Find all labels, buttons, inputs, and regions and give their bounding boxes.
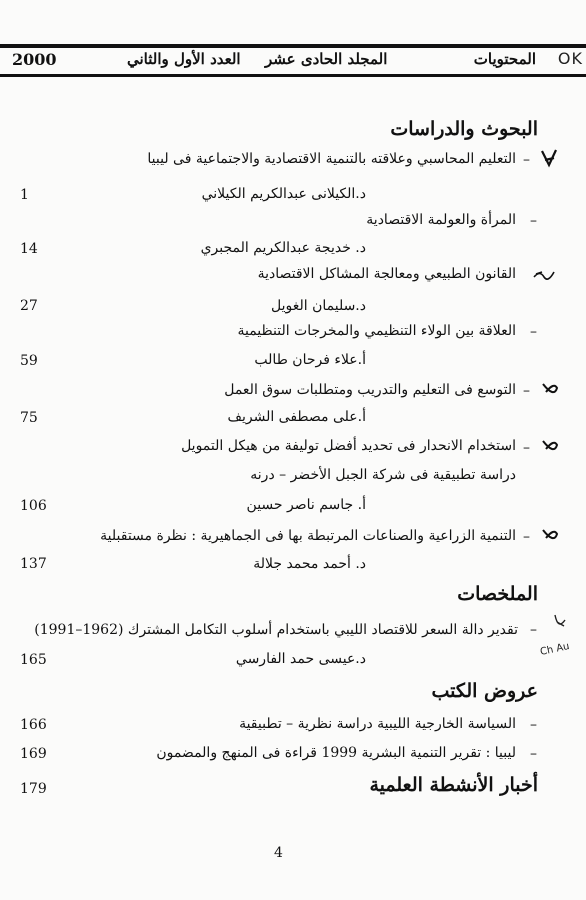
- toc-item-author: أ.على مصطفى الشريف: [227, 409, 366, 425]
- toc-item-title: استخدام الانحدار فى تحديد أفضل توليفة من هيكل التمويل: [181, 438, 516, 454]
- toc-item-title: القانون الطبيعي ومعالجة المشاكل الاقتصادية: [257, 266, 516, 282]
- toc-item-page: 166: [20, 717, 47, 733]
- handwritten-check-icon: [552, 612, 568, 634]
- section-heading-research: البحوث والدراسات: [390, 118, 538, 140]
- toc-item-page: 106: [20, 498, 47, 514]
- toc-item-page: 137: [20, 556, 47, 572]
- item-dash: –: [523, 440, 530, 456]
- item-dash: –: [530, 717, 537, 733]
- toc-item-title: ليبيا : تقرير التنمية البشرية 1999 قراءة فى المنهج والمضمون: [156, 745, 516, 761]
- section-heading-summaries: الملخصات: [457, 583, 538, 605]
- item-dash: –: [530, 213, 537, 229]
- handwritten-check-icon: [539, 148, 559, 168]
- handwritten-ok-mark: OK: [557, 49, 583, 68]
- item-dash: –: [523, 529, 530, 545]
- handwritten-check-icon: [532, 268, 556, 284]
- page-number: 4: [274, 845, 283, 861]
- toc-item-page: 14: [20, 241, 38, 257]
- toc-item-title: المرأة والعولمة الاقتصادية: [366, 212, 516, 228]
- handwritten-check-icon: [540, 526, 560, 544]
- toc-item-page: 1: [20, 187, 29, 203]
- toc-item-author: د. أحمد محمد جلالة: [253, 556, 366, 572]
- item-dash: –: [523, 383, 530, 399]
- header-rule-bottom: [0, 74, 586, 77]
- toc-item-page: 27: [20, 298, 38, 314]
- toc-item-title-line2: دراسة تطبيقية فى شركة الجبل الأخضر – درنه: [250, 467, 516, 483]
- toc-item-author: د.الكيلانى عبدالكريم الكيلاني: [201, 186, 366, 202]
- header-year: 2000: [12, 50, 57, 69]
- item-dash: –: [530, 324, 537, 340]
- toc-item-title: السياسة الخارجية الليبية دراسة نظرية – تطبيقية: [239, 716, 516, 732]
- toc-item-title: التعليم المحاسبي وعلاقته بالتنمية الاقتصادية والاجتماعية فى ليبيا: [147, 151, 516, 167]
- toc-item-title: التوسع فى التعليم والتدريب ومتطلبات سوق العمل: [224, 382, 516, 398]
- toc-item-page: 59: [20, 353, 38, 369]
- handwritten-note: Ch Au: [539, 641, 571, 658]
- toc-item-author: أ. جاسم ناصر حسين: [246, 497, 366, 513]
- toc-item-author: د.عيسى حمد الفارسي: [235, 651, 366, 667]
- toc-item-author: د.سليمان الغويل: [270, 298, 366, 314]
- toc-item-author: د. خديجة عبدالكريم المجبري: [200, 240, 366, 256]
- toc-item-title: التنمية الزراعية والصناعات المرتبطة بها فى الجماهيرية : نظرة مستقبلية: [100, 528, 516, 544]
- header-issue: العدد الأول والثاني: [127, 50, 241, 68]
- item-dash: –: [530, 746, 537, 762]
- section-heading-books: عروض الكتب: [431, 680, 538, 702]
- header-rule-top: [0, 44, 586, 48]
- handwritten-check-icon: [540, 437, 560, 455]
- item-dash: –: [530, 622, 537, 638]
- toc-item-page: 179: [20, 781, 47, 797]
- toc-item-page: 75: [20, 410, 38, 426]
- handwritten-check-icon: [540, 380, 560, 398]
- header-title: المحتويات: [473, 50, 536, 68]
- toc-item-title: تقدير دالة السعر للاقتصاد الليبي باستخدام أسلوب التكامل المشترك (1962–1991): [34, 622, 518, 638]
- toc-item-author: أ.علاء فرحان طالب: [254, 352, 366, 368]
- toc-item-title: العلاقة بين الولاء التنظيمي والمخرجات التنظيمية: [237, 323, 516, 339]
- item-dash: –: [523, 152, 530, 168]
- toc-item-page: 165: [20, 652, 47, 668]
- header-volume: المجلد الحادى عشر: [265, 50, 388, 68]
- section-heading-news: أخبار الأنشطة العلمية: [369, 774, 538, 796]
- toc-item-page: 169: [20, 746, 47, 762]
